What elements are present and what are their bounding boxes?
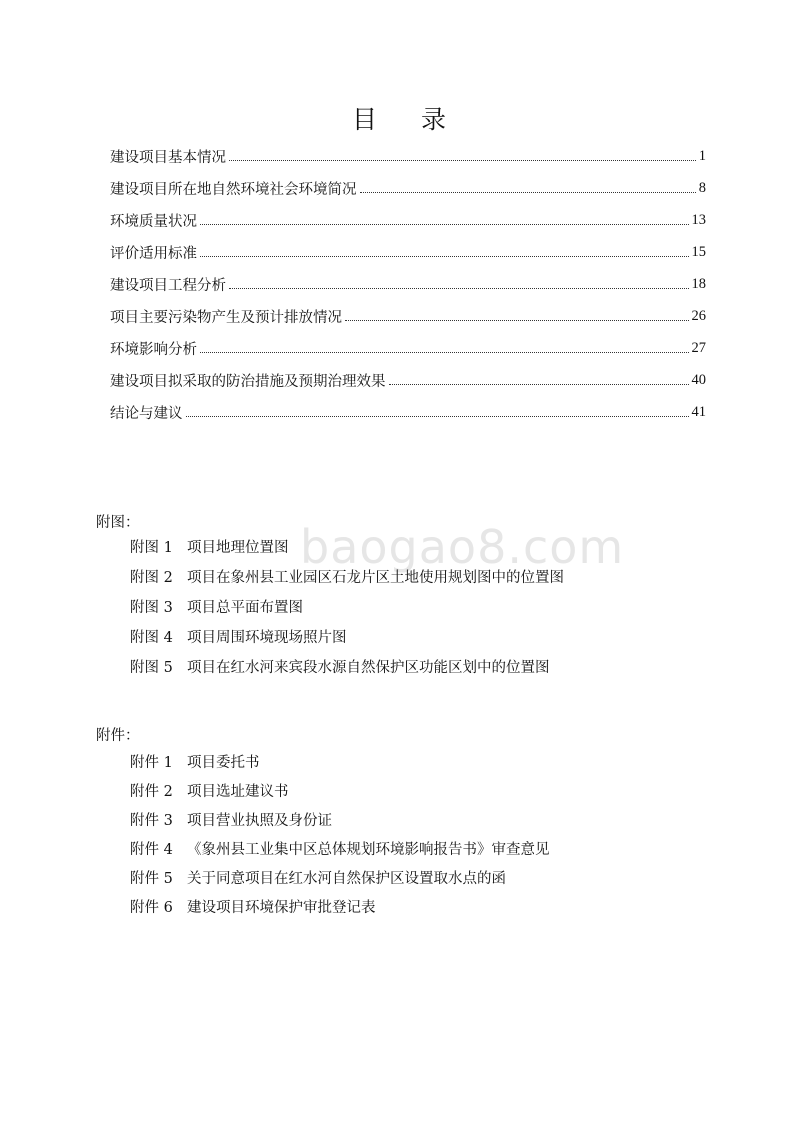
toc-entry-page: 18 — [691, 275, 706, 292]
figure-title: 项目总平面布置图 — [187, 599, 303, 616]
attachment-item — [130, 805, 550, 834]
toc-entry[interactable] — [110, 172, 706, 204]
toc-entry[interactable] — [110, 236, 706, 268]
attachments-list — [130, 747, 550, 921]
attachment-key: 附件 2 — [130, 784, 173, 800]
toc-leader — [345, 320, 689, 321]
attachment-title: 项目营业执照及身份证 — [187, 813, 332, 829]
toc-leader — [389, 384, 689, 385]
toc-entry[interactable] — [110, 268, 706, 300]
figure-key: 附图 2 — [130, 569, 173, 586]
toc-entry-title: 环境影响分析 — [110, 341, 197, 358]
watermark: baogao8.com — [300, 520, 625, 574]
toc-entry-page: 13 — [691, 211, 706, 228]
attachment-key: 附件 4 — [130, 842, 173, 858]
attachment-title: 关于同意项目在红水河自然保护区设置取水点的函 — [187, 871, 506, 887]
figure-title: 项目在象州县工业园区石龙片区土地使用规划图中的位置图 — [187, 569, 564, 586]
toc-leader — [200, 352, 689, 353]
attachment-item — [130, 747, 550, 776]
attachment-item — [130, 892, 550, 921]
toc-entry-title: 环境质量状况 — [110, 213, 197, 230]
figures-list — [130, 531, 564, 681]
figure-title: 项目周围环境现场照片图 — [187, 629, 347, 646]
attachment-item — [130, 863, 550, 892]
title-char-2: 录 — [421, 105, 449, 134]
table-of-contents — [110, 140, 706, 428]
toc-entry-title: 项目主要污染物产生及预计排放情况 — [110, 309, 342, 326]
attachment-key: 附件 6 — [130, 900, 173, 916]
figures-label: 附图： — [96, 515, 140, 531]
toc-entry-page: 1 — [698, 147, 706, 164]
toc-entry-title: 结论与建议 — [110, 405, 183, 422]
toc-entry[interactable] — [110, 204, 706, 236]
toc-entry-page: 27 — [691, 339, 706, 356]
toc-leader — [229, 160, 696, 161]
toc-entry-title: 建设项目工程分析 — [110, 277, 226, 294]
toc-entry-title: 建设项目所在地自然环境社会环境简况 — [110, 181, 357, 198]
attachment-key: 附件 3 — [130, 813, 173, 829]
attachment-key: 附件 5 — [130, 871, 173, 887]
toc-leader — [200, 224, 689, 225]
toc-leader — [229, 288, 689, 289]
figure-title: 项目地理位置图 — [187, 539, 289, 556]
toc-entry[interactable] — [110, 300, 706, 332]
toc-leader — [186, 416, 689, 417]
figure-key: 附图 3 — [130, 599, 173, 616]
toc-entry-page: 15 — [691, 243, 706, 260]
toc-leader — [200, 256, 689, 257]
figure-item — [130, 531, 564, 561]
toc-entry[interactable] — [110, 396, 706, 428]
toc-entry-page: 26 — [691, 307, 706, 324]
attachment-key: 附件 1 — [130, 755, 173, 771]
attachment-title: 《象州县工业集中区总体规划环境影响报告书》审查意见 — [187, 842, 550, 858]
title-char-1: 目 — [351, 105, 379, 134]
page-title — [0, 100, 800, 136]
toc-entry-page: 8 — [698, 179, 706, 196]
toc-leader — [360, 192, 696, 193]
toc-entry-title: 评价适用标准 — [110, 245, 197, 262]
toc-entry-title: 建设项目基本情况 — [110, 149, 226, 166]
figure-title: 项目在红水河来宾段水源自然保护区功能区划中的位置图 — [187, 659, 550, 676]
toc-entry-page: 41 — [691, 403, 706, 420]
toc-entry-page: 40 — [691, 371, 706, 388]
attachment-item — [130, 834, 550, 863]
toc-entry[interactable] — [110, 140, 706, 172]
attachment-title: 项目委托书 — [187, 755, 260, 771]
figure-key: 附图 1 — [130, 539, 173, 556]
toc-entry[interactable] — [110, 332, 706, 364]
figure-item — [130, 621, 564, 651]
figure-item — [130, 561, 564, 591]
figure-key: 附图 4 — [130, 629, 173, 646]
attachment-title: 项目选址建议书 — [187, 784, 289, 800]
attachments-label: 附件： — [96, 728, 140, 744]
toc-entry-title: 建设项目拟采取的防治措施及预期治理效果 — [110, 373, 386, 390]
figure-key: 附图 5 — [130, 659, 173, 676]
attachment-title: 建设项目环境保护审批登记表 — [187, 900, 376, 916]
toc-entry[interactable] — [110, 364, 706, 396]
figure-item — [130, 651, 564, 681]
attachment-item — [130, 776, 550, 805]
figure-item — [130, 591, 564, 621]
